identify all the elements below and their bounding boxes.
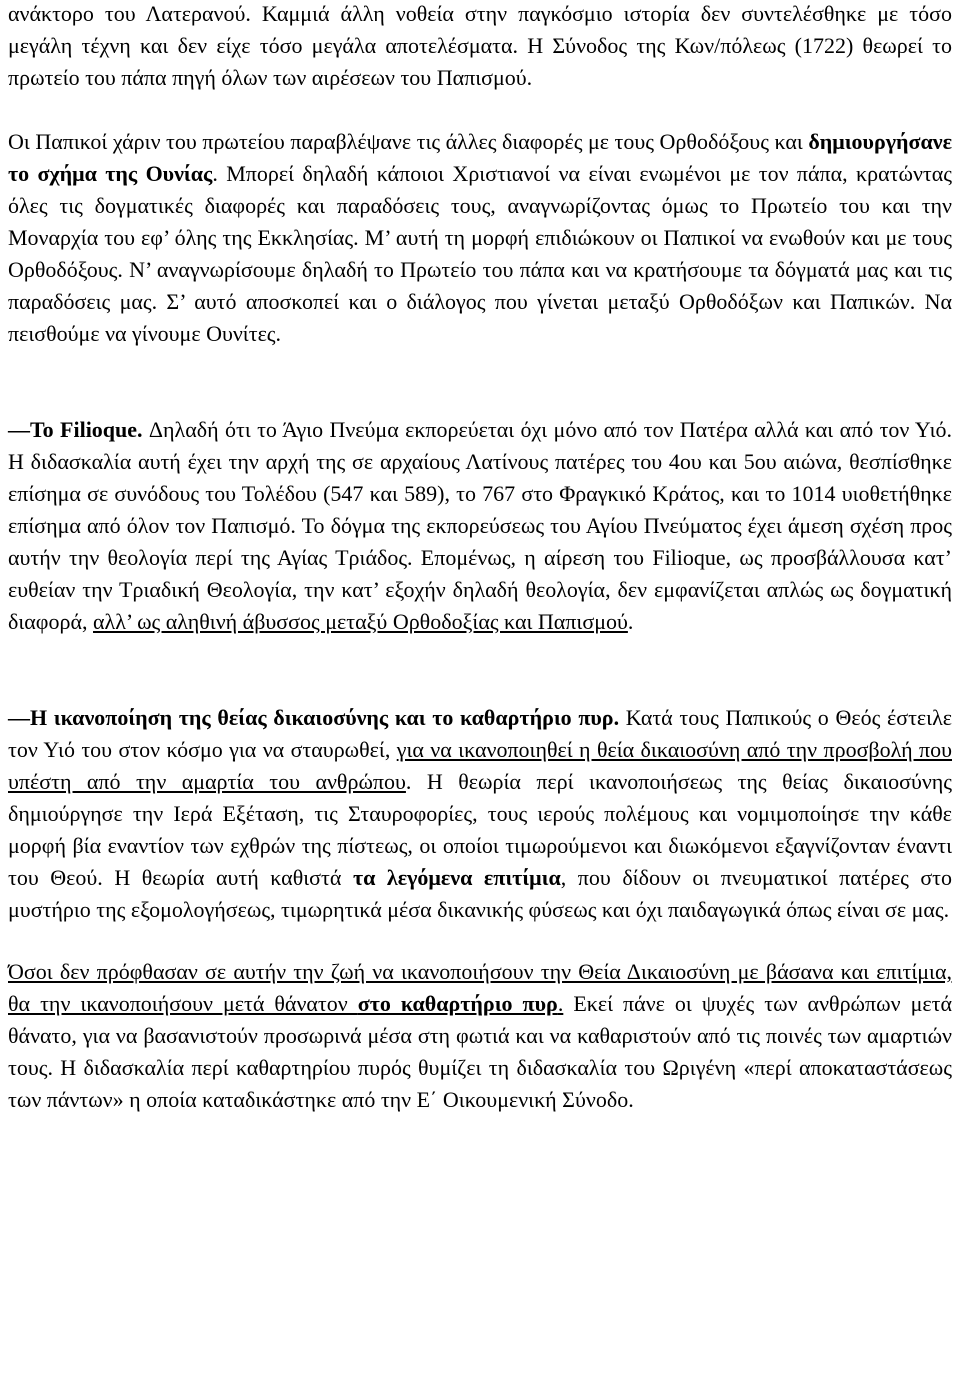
paragraph-filioque xyxy=(8,414,952,638)
paragraph-spacer xyxy=(8,94,952,126)
text-run: Οι Παπικοί χάριν του πρωτείου παραβλέψανε τις άλλες διαφορές με τους Ορθοδόξους και xyxy=(8,129,809,154)
text-run: Κατά τους Παπικούς ο Θεός έστειλε τον Υιό του στον κόσμο για να σταυρωθεί, xyxy=(8,705,952,762)
paragraph-satisfaction-purgatory xyxy=(8,702,952,926)
text-run: Δηλαδή ότι το Άγιο Πνεύμα εκπορεύεται όχι μόνο από τον Πατέρα αλλά και από τον Υιό. Η διδασκαλία αυτή έχει την αρχή της σε αρχαίους Λατίνους πατέρες του 4ου και 5ου αιώνα, θεσπίσθηκε επίσημα σε συνόδους του Τολέδου (547 και 589), το 767 στο Φραγκικό Κράτος, και το 1014 υιοθετήθηκε επίσημα από όλον τον Παπισμό. Το δόγμα της εκπορεύσεως του Αγίου Πνεύματος έχει άμεση σχέση προς αυτήν την θεολογία περί της Αγίας Τριάδος. Επομένως, η αίρεση του Filioque, ως προσβάλλουσα κατ’ ευθείαν την Τριαδική Θεολογία, την κατ’ εξοχήν δηλαδή θεολογία, δεν εμφανίζεται απλώς ως δογματική διαφορά, xyxy=(8,417,952,634)
section-heading-filioque: —Το Filioque. xyxy=(8,417,143,442)
paragraph-spacer xyxy=(8,638,952,702)
text-run: . Μπορεί δηλαδή κάποιοι Χριστιανοί να είναι ενωμένοι με τον πάπα, κρατώντας όλες τις δογματικές διαφορές και παραδόσεις τους, αναγνωρίζοντας όμως το Πρωτείο του και την Μοναρχία του εφ’ όλης της Εκκλησίας. Μ’ αυτή τη μορφή επιδιώκουν οι Παπικοί να ενωθούν και με τους Ορθοδόξους. Ν’ αναγνωρίσουμε δηλαδή το Πρωτείο του πάπα και να κρατήσουμε τα δόγματά μας και τις παραδόσεις μας. Σ’ αυτό αποσκοπεί και ο διάλογος που γίνεται μεταξύ Ορθοδόξων και Παπικών. Να πεισθούμε να γίνουμε Ουνίτες. xyxy=(8,161,952,346)
text-run: ανάκτορο του Λατερανού. Καμμιά άλλη νοθεία στην παγκόσμιο ιστορία δεν συντελέσθηκε με τόσο μεγάλη τέχνη και δεν είχε τόσο μεγάλα αποτελέσματα. Η Σύνοδος της Κων/πόλεως (1722) θεωρεί το πρωτείο του πάπα πηγή όλων των αιρέσεων του Παπισμού. xyxy=(8,1,952,90)
bold-underlined-phrase-purgatory: στο καθαρτήριο πυρ xyxy=(357,991,558,1016)
paragraph-uniatism xyxy=(8,126,952,350)
paragraph-papal-primacy-forgery xyxy=(8,0,952,94)
bold-phrase-epitimia: τα λεγόμενα επιτίμια xyxy=(352,865,561,890)
paragraph-spacer xyxy=(8,926,952,956)
underlined-phrase-abyss: αλλ’ ως αληθινή άβυσσος μεταξύ Ορθοδοξίας και Παπισμού xyxy=(93,609,628,634)
paragraph-purgatory-fire xyxy=(8,956,952,1116)
underlined-phrase-divine-justice: για να ικανοποιηθεί η θεία δικαιοσύνη από την προσβολή που υπέστη από την αμαρτία του ανθρώπου xyxy=(8,737,952,794)
text-run: , που δίδουν οι πνευματικοί πατέρες στο μυστήριο της εξομολογήσεως, τιμωρητικά μέσα δικανικής φύσεως και όχι παιδαγωγικά όπως είναι σε μας. xyxy=(8,865,953,922)
text-run: . Η θεωρία περί ικανοποιήσεως της θείας δικαιοσύνης δημιούργησε την Ιερά Εξέταση, τις Σταυροφορίες, τους ιερούς πολέμους και νομιμοποίησε την κάθε μορφή βία εναντίον των εχθρών της πίστεως, οι οποίοι τιμωρούμενοι και διωκόμενοι εξαγνίζονταν έναντι του Θεού. Η θεωρία αυτή καθιστά xyxy=(8,769,952,890)
underlined-period: . xyxy=(557,991,564,1016)
bold-phrase-uniatism: δημιουργήσανε το σχήμα της Ουνίας xyxy=(8,129,952,186)
paragraph-spacer xyxy=(8,350,952,414)
text-run: . xyxy=(627,609,634,634)
document-page xyxy=(8,0,952,1116)
underlined-phrase-those-who: Όσοι δεν πρόφθασαν σε αυτήν την ζωή να ικανοποιήσουν την Θεία Δικαιοσύνη με βάσανα και επιτίμια, θα την ικανοποιήσουν μετά θάνατον xyxy=(8,959,952,1016)
section-heading-satisfaction: —Η ικανοποίηση της θείας δικαιοσύνης και το καθαρτήριο πυρ. xyxy=(8,705,620,730)
text-run: Εκεί πάνε οι ψυχές των ανθρώπων μετά θάνατο, για να βασανιστούν προσωρινά μέσα στη φωτιά και να καθαριστούν από τις ποινές των αμαρτιών τους. Η διδασκαλία περί καθαρτηρίου πυρός θυμίζει τη διδασκαλία του Ωριγένη «περί αποκαταστάσεως των πάντων» η οποία καταδικάστηκε από την Ε΄ Οικουμενική Σύνοδο. xyxy=(8,991,952,1112)
